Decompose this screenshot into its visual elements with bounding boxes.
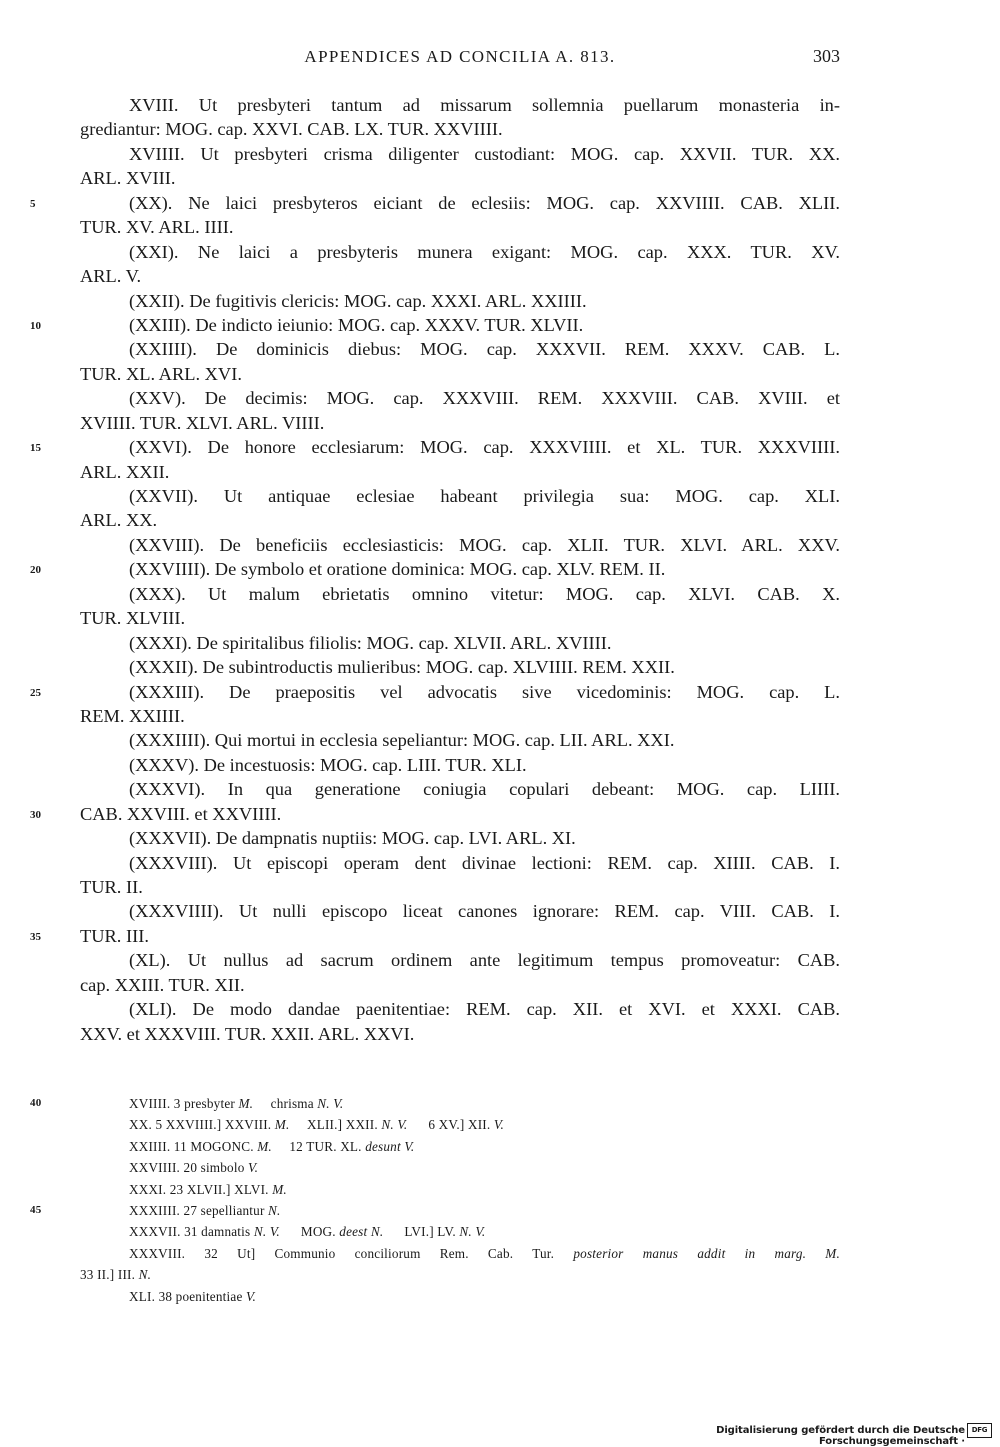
line-number: 25 [30,686,41,699]
line-text: ARL. XVIII. [80,168,176,189]
line-text: (XX). Ne laici presbyteros eiciant de eclesiis: MOG. cap. XXVIIII. CAB. XLII. [129,192,840,213]
apparatus-line [80,1179,840,1200]
text-line [80,289,840,313]
text-line [80,777,840,801]
apparatus-text: XXXVIII. 32 Ut] Communio conciliorum Rem. Cab. Tur. [129,1245,574,1261]
line-text: (XXVIIII). De symbolo et oratione dominica: MOG. cap. XLV. REM. II. [129,559,666,580]
line-text: (XXVII). Ut antiquae eclesiae habeant privilegia sua: MOG. cap. XLI. [129,486,840,506]
line-text: (XXXVIIII). Ut nulli episcopo liceat canones ignorare: REM. cap. VIII. CAB. I. [129,901,840,922]
line-text: (XL). Ut nullus ad sacrum ordinem ante legitimum tempus promoveatur: CAB. [129,950,840,971]
main-text [30,93,840,1046]
apparatus-siglum: M. [274,1117,290,1133]
apparatus-siglum: N. V. [381,1117,408,1133]
text-line [30,680,840,704]
line-text: (XXXII). De subintroductis mulieribus: MOG. cap. XLVIIII. REM. XXII. [129,657,675,678]
text-line [80,484,840,508]
text-line [80,142,840,166]
apparatus-line [80,1243,840,1264]
text-line [80,166,840,190]
line-text: (XXXIIII). Qui mortui in ecclesia sepeliantur: MOG. cap. LII. ARL. XXI. [129,730,675,751]
line-text: (XXV). De decimis: MOG. cap. XXXVIII. REM. XXXVIII. CAB. XVIII. et [129,388,840,409]
apparatus-siglum: V. [248,1160,259,1176]
apparatus-text: 6 XV.] XII. [407,1117,494,1133]
text-line [80,997,840,1021]
text-line [80,704,840,728]
apparatus-siglum: N. [138,1267,152,1283]
text-line [80,1022,840,1046]
text-line [80,728,840,752]
apparatus-siglum: V. [246,1288,257,1304]
apparatus-line [80,1264,840,1285]
line-text: (XXXVI). In qua generatione coniugia copulari debeant: MOG. cap. LIIII. [129,779,840,800]
line-text: TUR. III. [80,925,149,946]
page-number: 303 [813,46,840,66]
apparatus-line [80,1286,840,1307]
text-line [30,191,840,215]
apparatus-text: XX. 5 XXVIIII.] XXVIII. [129,1117,275,1133]
line-text: (XXIII). De indicto ieiunio: MOG. cap. XXXV. TUR. XLVII. [129,314,584,335]
line-text: REM. XXIIII. [80,705,185,726]
line-number: 15 [30,442,41,455]
apparatus-text: XXVIIII. 20 simbolo [129,1160,249,1176]
apparatus-line [30,1200,840,1221]
line-text: (XXVI). De honore ecclesiarum: MOG. cap. XXXVIIII. et XL. TUR. XXXVIIII. [129,437,840,458]
line-text: (XXIIII). De dominicis diebus: MOG. cap. XXXVII. REM. XXXV. CAB. L. [129,339,840,360]
apparatus-text: XXXVII. 31 damnatis [129,1224,254,1240]
text-line [30,802,840,826]
line-text: CAB. XXVIII. et XXVIIII. [80,803,282,824]
apparatus-siglum: deest N. [339,1224,384,1240]
apparatus-text: 33 II.] III. [80,1267,139,1283]
line-number: 40 [30,1097,42,1109]
running-header: APPENDICES AD CONCILIA A. 813. [304,47,616,66]
apparatus-line [30,1093,840,1114]
text-line [80,851,840,875]
text-line [80,582,840,606]
apparatus-text: XLI. 38 poenitentiae [129,1288,246,1304]
line-text: XVIIII. Ut presbyteri crisma diligenter custodiant: MOG. cap. XXVII. TUR. XX. [129,143,840,164]
text-line [80,533,840,557]
apparatus-line [80,1114,840,1135]
line-text: (XXXV). De incestuosis: MOG. cap. LIII. TUR. XLI. [129,754,527,775]
apparatus-siglum: M. [257,1138,272,1154]
text-line [80,93,840,117]
line-text: XVIII. Ut presbyteri tantum ad missarum sollemnia puellarum monasteria in- [129,95,840,115]
text-line [80,460,840,484]
line-text: (XLI). De modo dandae paenitentiae: REM. cap. XII. et XVI. et XXXI. CAB. [129,999,840,1020]
line-text: grediantur: MOG. cap. XXVI. CAB. LX. TUR. XXVIIII. [80,119,503,140]
apparatus-text: XXXI. 23 XLVII.] XLVI. [129,1181,273,1197]
line-text: (XXX). Ut malum ebrietatis omnino vitetur: MOG. cap. XLVI. CAB. X. [129,583,840,604]
text-line [80,753,840,777]
text-line [80,215,840,239]
line-text: ARL. XXII. [80,461,170,482]
apparatus-siglum: N. V. [459,1224,486,1240]
line-text: (XXVIII). De beneficiis ecclesiasticis: MOG. cap. XLII. TUR. XLVI. ARL. XXV. [129,534,840,555]
text-line [80,240,840,264]
apparatus-siglum: M. [238,1096,254,1111]
text-line [80,362,840,386]
line-text: ARL. V. [80,266,142,287]
apparatus-text: 12 TUR. XL. [271,1138,366,1154]
text-line [30,313,840,337]
apparatus-text: XVIIII. 3 presbyter [129,1096,239,1111]
text-line [80,386,840,410]
line-text: TUR. II. [80,877,143,897]
apparatus-text: chrisma [253,1096,318,1111]
text-line [80,948,840,972]
line-number: 5 [30,197,36,210]
text-line [80,264,840,288]
critical-apparatus [30,1093,840,1307]
line-text: (XXXIII). De praepositis vel advocatis sive vicedominis: MOG. cap. L. [129,681,840,702]
text-line [30,557,840,581]
text-line [80,655,840,679]
line-text: (XXI). Ne laici a presbyteris munera exigant: MOG. cap. XXX. TUR. XV. [129,241,840,262]
text-line [80,117,840,141]
text-line [80,631,840,655]
apparatus-siglum: M. [272,1181,287,1197]
line-text: (XXXI). De spiritalibus filiolis: MOG. cap. XLVII. ARL. XVIIII. [129,632,612,653]
text-line [80,899,840,923]
line-number: 10 [30,319,41,332]
line-number: 20 [30,564,41,577]
line-text: (XXXVII). De dampnatis nuptiis: MOG. cap. LVI. ARL. XI. [129,828,576,849]
text-line [80,606,840,630]
line-text: TUR. XL. ARL. XVI. [80,363,242,384]
line-number: 45 [30,1203,42,1216]
apparatus-text: XLII.] XXII. [289,1117,382,1133]
line-text: ARL. XX. [80,510,158,531]
line-text: TUR. XV. ARL. IIII. [80,217,234,238]
text-line [80,411,840,435]
apparatus-text: XXXIIII. 27 sepelliantur [129,1202,269,1218]
line-text: cap. XXIII. TUR. XII. [80,974,245,995]
apparatus-siglum: N. [268,1202,281,1218]
text-line [30,435,840,459]
text-line [80,337,840,361]
apparatus-siglum: posterior manus addit in marg. M. [573,1245,840,1261]
text-line [80,826,840,850]
text-line [30,924,840,948]
line-number: 35 [30,930,41,943]
apparatus-siglum: desunt V. [365,1138,415,1154]
line-number: 30 [30,808,41,821]
line-text: TUR. XLVIII. [80,608,186,629]
dfg-logo: DFG [967,1423,992,1438]
apparatus-text: XXIIII. 11 MOGONC. [129,1138,258,1154]
apparatus-text: LVI.] LV. [383,1224,460,1240]
apparatus-text: MOG. [279,1224,340,1240]
apparatus-line [80,1221,840,1242]
line-text: (XXXVIII). Ut episcopi operam dent divinae lectioni: REM. cap. XIIII. CAB. I. [129,852,840,873]
apparatus-line [80,1136,840,1157]
text-line [80,508,840,532]
apparatus-line [80,1157,840,1178]
apparatus-siglum: V. [493,1117,504,1133]
apparatus-siglum: N. V. [317,1096,344,1111]
line-text: (XXII). De fugitivis clericis: MOG. cap. XXXI. ARL. XXIIII. [129,290,587,311]
text-line [80,973,840,997]
line-text: XVIIII. TUR. XLVI. ARL. VIIII. [80,412,325,433]
apparatus-siglum: N. V. [253,1224,280,1240]
line-text: XXV. et XXXVIII. TUR. XXII. ARL. XXVI. [80,1023,415,1044]
funding-notice: Digitalisierung gefördert durch die Deutsche Forschungsgemeinschaft · [716,1425,965,1447]
text-line [80,875,840,899]
